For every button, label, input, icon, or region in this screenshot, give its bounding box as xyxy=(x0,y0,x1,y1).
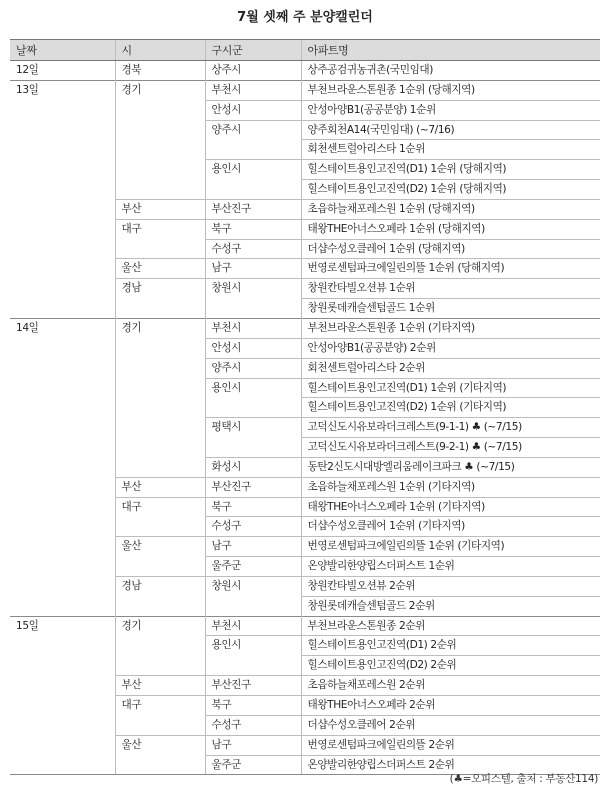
district-cell: 양주시 xyxy=(205,120,301,140)
table-row xyxy=(10,160,600,180)
table-row xyxy=(10,696,600,716)
table-row xyxy=(10,120,600,140)
city-cell: 울산 xyxy=(115,259,205,279)
city-cell: 경북 xyxy=(115,61,205,81)
city-cell xyxy=(115,418,205,438)
apartment-cell: 태왕THE아너스오페라 1순위 (기타지역) xyxy=(301,497,600,517)
date-cell xyxy=(10,755,115,775)
district-cell: 부천시 xyxy=(205,616,301,636)
city-cell xyxy=(115,100,205,120)
table-row xyxy=(10,140,600,160)
district-cell: 부산진구 xyxy=(205,199,301,219)
district-cell: 남구 xyxy=(205,735,301,755)
date-cell xyxy=(10,338,115,358)
apartment-cell: 더샵수성오클레어 1순위 (기타지역) xyxy=(301,517,600,537)
table-row xyxy=(10,100,600,120)
table-row xyxy=(10,299,600,319)
date-cell xyxy=(10,517,115,537)
apartment-cell: 창원칸타빌오션뷰 2순위 xyxy=(301,576,600,596)
date-cell xyxy=(10,438,115,458)
city-cell: 경남 xyxy=(115,279,205,299)
district-cell: 수성구 xyxy=(205,715,301,735)
city-cell: 경남 xyxy=(115,576,205,596)
date-cell xyxy=(10,180,115,200)
page-title: 7월 셋째 주 분양캘린더 xyxy=(237,10,373,25)
date-cell: 15일 xyxy=(10,616,115,636)
apartment-cell: 힐스테이트용인고진역(D2) 1순위 (기타지역) xyxy=(301,398,600,418)
district-cell: 창원시 xyxy=(205,279,301,299)
district-cell: 안성시 xyxy=(205,338,301,358)
city-cell xyxy=(115,596,205,616)
table-row xyxy=(10,338,600,358)
apartment-cell: 더샵수성오클레어 1순위 (당해지역) xyxy=(301,239,600,259)
table-row xyxy=(10,279,600,299)
city-cell: 경기 xyxy=(115,80,205,100)
header-apartment: 아파트명 xyxy=(301,40,600,61)
apartment-cell: 안성아양B1(공공분양) 2순위 xyxy=(301,338,600,358)
apartment-cell: 창원롯데캐슬센텀골드 2순위 xyxy=(301,596,600,616)
apartment-cell: 힐스테이트용인고진역(D2) 2순위 xyxy=(301,656,600,676)
city-cell xyxy=(115,398,205,418)
apartment-cell: 힐스테이트용인고진역(D1) 1순위 (당해지역) xyxy=(301,160,600,180)
header-district: 구시군 xyxy=(205,40,301,61)
apartment-cell: 양주회천A14(국민임대) (~7/16) xyxy=(301,120,600,140)
date-cell xyxy=(10,239,115,259)
city-cell xyxy=(115,140,205,160)
apartment-cell: 태왕THE아너스오페라 1순위 (당해지역) xyxy=(301,219,600,239)
district-cell xyxy=(205,299,301,319)
table-row xyxy=(10,80,600,100)
apartment-cell: 부천브라운스톤원종 1순위 (당해지역) xyxy=(301,80,600,100)
city-cell: 부산 xyxy=(115,199,205,219)
city-cell xyxy=(115,338,205,358)
apartment-cell: 회천센트럴아리스타 2순위 xyxy=(301,358,600,378)
city-cell xyxy=(115,557,205,577)
date-cell xyxy=(10,636,115,656)
district-cell xyxy=(205,656,301,676)
city-cell xyxy=(115,180,205,200)
city-cell xyxy=(115,239,205,259)
date-cell xyxy=(10,477,115,497)
city-cell xyxy=(115,378,205,398)
apartment-cell: 상주공검귀농귀촌(국민임대) xyxy=(301,61,600,81)
table-row xyxy=(10,239,600,259)
date-cell xyxy=(10,537,115,557)
date-cell xyxy=(10,358,115,378)
date-cell xyxy=(10,398,115,418)
apartment-cell: 번영로센텀파크에일린의뜰 1순위 (당해지역) xyxy=(301,259,600,279)
city-cell: 경기 xyxy=(115,616,205,636)
table-row xyxy=(10,438,600,458)
date-cell xyxy=(10,299,115,319)
apartment-cell: 창원칸타빌오션뷰 1순위 xyxy=(301,279,600,299)
district-cell: 부산진구 xyxy=(205,477,301,497)
table-row xyxy=(10,418,600,438)
subscription-calendar-table xyxy=(10,39,600,775)
district-cell: 용인시 xyxy=(205,636,301,656)
district-cell: 북구 xyxy=(205,219,301,239)
apartment-cell: 번영로센텀파크에일린의뜰 2순위 xyxy=(301,735,600,755)
table-row xyxy=(10,477,600,497)
apartment-cell: 부천브라운스톤원종 1순위 (기타지역) xyxy=(301,318,600,338)
district-cell: 양주시 xyxy=(205,358,301,378)
apartment-cell: 고덕신도시유보라더크레스트(9-2-1) ♣ (~7/15) xyxy=(301,438,600,458)
city-cell xyxy=(115,457,205,477)
district-cell: 화성시 xyxy=(205,457,301,477)
city-cell xyxy=(115,755,205,775)
apartment-cell: 더샵수성오클레어 2순위 xyxy=(301,715,600,735)
date-cell xyxy=(10,259,115,279)
date-cell xyxy=(10,557,115,577)
date-cell xyxy=(10,696,115,716)
district-cell xyxy=(205,438,301,458)
table-header-row xyxy=(10,40,600,61)
table-row xyxy=(10,676,600,696)
date-cell xyxy=(10,219,115,239)
district-cell: 용인시 xyxy=(205,378,301,398)
header-date: 날짜 xyxy=(10,40,115,61)
table-row xyxy=(10,537,600,557)
table-row xyxy=(10,596,600,616)
table-row xyxy=(10,576,600,596)
city-cell: 울산 xyxy=(115,537,205,557)
district-cell xyxy=(205,398,301,418)
table-row xyxy=(10,378,600,398)
table-row xyxy=(10,61,600,81)
table-row xyxy=(10,715,600,735)
footnote-source: (♣=오피스텔, 출처 : 부동산114) xyxy=(449,773,598,785)
table-row xyxy=(10,616,600,636)
city-cell xyxy=(115,120,205,140)
date-cell: 13일 xyxy=(10,80,115,100)
district-cell: 상주시 xyxy=(205,61,301,81)
district-cell: 평택시 xyxy=(205,418,301,438)
date-cell xyxy=(10,576,115,596)
table-row xyxy=(10,735,600,755)
date-cell xyxy=(10,497,115,517)
date-cell xyxy=(10,140,115,160)
table-row xyxy=(10,259,600,279)
city-cell xyxy=(115,715,205,735)
district-cell: 창원시 xyxy=(205,576,301,596)
date-cell xyxy=(10,596,115,616)
apartment-cell: 온양발리한양립스더퍼스트 2순위 xyxy=(301,755,600,775)
district-cell: 용인시 xyxy=(205,160,301,180)
date-cell xyxy=(10,199,115,219)
date-cell xyxy=(10,676,115,696)
date-cell xyxy=(10,457,115,477)
apartment-cell: 태왕THE아너스오페라 2순위 xyxy=(301,696,600,716)
date-cell: 14일 xyxy=(10,318,115,338)
table-row xyxy=(10,517,600,537)
table-row xyxy=(10,557,600,577)
apartment-cell: 초읍하늘채포레스원 1순위 (당해지역) xyxy=(301,199,600,219)
district-cell xyxy=(205,596,301,616)
city-cell: 경기 xyxy=(115,318,205,338)
city-cell: 부산 xyxy=(115,477,205,497)
table-row xyxy=(10,497,600,517)
apartment-cell: 힐스테이트용인고진역(D2) 1순위 (당해지역) xyxy=(301,180,600,200)
date-cell xyxy=(10,160,115,180)
date-cell: 12일 xyxy=(16,64,39,76)
apartment-cell: 고덕신도시유보라더크레스트(9-1-1) ♣ (~7/15) xyxy=(301,418,600,438)
city-cell xyxy=(115,358,205,378)
table-row xyxy=(10,398,600,418)
apartment-cell: 안성아양B1(공공분양) 1순위 xyxy=(301,100,600,120)
district-cell: 부산진구 xyxy=(205,676,301,696)
district-cell xyxy=(205,180,301,200)
table-row xyxy=(10,636,600,656)
district-cell: 남구 xyxy=(205,537,301,557)
apartment-cell: 부천브라운스톤원종 2순위 xyxy=(301,616,600,636)
district-cell: 남구 xyxy=(205,259,301,279)
header-city: 시 xyxy=(115,40,205,61)
city-cell xyxy=(115,438,205,458)
city-cell xyxy=(115,636,205,656)
apartment-cell: 창원롯데캐슬센텀골드 1순위 xyxy=(301,299,600,319)
date-cell xyxy=(10,279,115,299)
apartment-cell: 동탄2신도시대방엘리움레이크파크 ♣ (~7/15) xyxy=(301,457,600,477)
date-cell xyxy=(10,715,115,735)
date-cell xyxy=(10,100,115,120)
date-cell xyxy=(10,656,115,676)
table-row xyxy=(10,219,600,239)
apartment-cell: 초읍하늘채포레스원 1순위 (기타지역) xyxy=(301,477,600,497)
table-row xyxy=(10,180,600,200)
district-cell: 부천시 xyxy=(205,80,301,100)
table-row xyxy=(10,199,600,219)
date-cell xyxy=(10,418,115,438)
district-cell: 울주군 xyxy=(205,755,301,775)
district-cell: 수성구 xyxy=(205,239,301,259)
district-cell: 안성시 xyxy=(205,100,301,120)
table-body xyxy=(10,61,600,775)
city-cell xyxy=(115,299,205,319)
table-row xyxy=(10,656,600,676)
district-cell: 부천시 xyxy=(205,318,301,338)
city-cell: 울산 xyxy=(115,735,205,755)
date-cell xyxy=(10,378,115,398)
city-cell: 대구 xyxy=(115,696,205,716)
date-cell xyxy=(10,735,115,755)
date-cell xyxy=(10,120,115,140)
district-cell: 울주군 xyxy=(205,557,301,577)
city-cell: 대구 xyxy=(115,219,205,239)
district-cell xyxy=(205,140,301,160)
table-row xyxy=(10,358,600,378)
city-cell xyxy=(115,517,205,537)
apartment-cell: 힐스테이트용인고진역(D1) 1순위 (기타지역) xyxy=(301,378,600,398)
apartment-cell: 힐스테이트용인고진역(D1) 2순위 xyxy=(301,636,600,656)
district-cell: 수성구 xyxy=(205,517,301,537)
table-row xyxy=(10,318,600,338)
city-cell xyxy=(115,160,205,180)
city-cell: 대구 xyxy=(115,497,205,517)
apartment-cell: 번영로센텀파크에일린의뜰 1순위 (기타지역) xyxy=(301,537,600,557)
city-cell: 부산 xyxy=(115,676,205,696)
table-row xyxy=(10,457,600,477)
apartment-cell: 초읍하늘채포레스원 2순위 xyxy=(301,676,600,696)
apartment-cell: 온양발리한양립스더퍼스트 1순위 xyxy=(301,557,600,577)
apartment-cell: 회천센트럴아리스타 1순위 xyxy=(301,140,600,160)
city-cell xyxy=(115,656,205,676)
district-cell: 북구 xyxy=(205,696,301,716)
district-cell: 북구 xyxy=(205,497,301,517)
